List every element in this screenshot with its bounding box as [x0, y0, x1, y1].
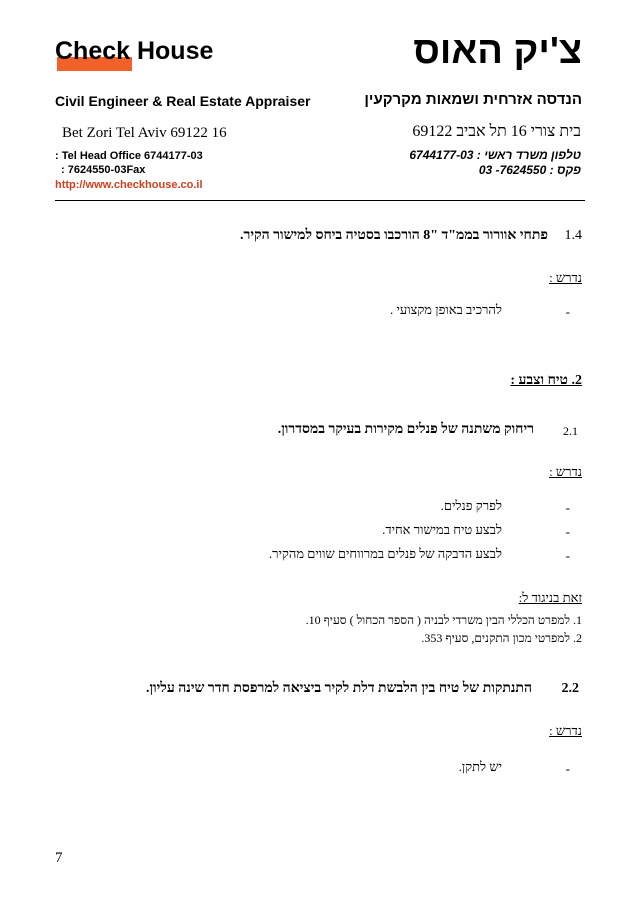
subtitle-english: Civil Engineer & Real Estate Appraiser [55, 93, 311, 109]
phone-hebrew: טלפון משרד ראשי : 6744177-03 [409, 148, 581, 162]
logo-english: Check House [55, 37, 214, 65]
address-english: Bet Zori Tel Aviv 69122 16 [62, 125, 227, 141]
list-item: להרכיב באופן מקצועי . [389, 302, 502, 317]
section-title: התנתקות של טיח בין הלבשת דלת לקיר ביציאה למרפסת חדר שינה עליון. [145, 681, 532, 696]
header-divider [55, 200, 585, 201]
section-number: 2.2 [561, 681, 579, 696]
reference-item: 1. למפרט הכללי הבין משרדי לבניה ( הספר הכחול ) סעיף 10. [305, 613, 582, 627]
section-number: 2.1 [563, 424, 578, 438]
required-label: נדרש : [549, 723, 582, 738]
list-item: לבצע הדבקה של פנלים במרווחים שווים מהקיר. [268, 546, 502, 561]
bullet: - [565, 761, 570, 776]
section-title: פתחי אוורור בממ"ד "8 הורכבו בסטיה ביחס למישור הקיר. [240, 228, 548, 243]
contrary-label: זאת בניגוד ל: [518, 590, 582, 605]
address-hebrew: בית צורי 16 תל אביב 69122 [412, 123, 581, 140]
reference-item: 2. למפרטי מכון התקנים, סעיף 353. [421, 631, 582, 645]
bullet: - [565, 524, 570, 539]
list-item: יש לתקן. [458, 759, 502, 774]
section-number: 1.4 [564, 228, 582, 243]
website-link[interactable]: http://www.checkhouse.co.il [55, 179, 203, 191]
page-number: 7 [55, 850, 63, 866]
subtitle-hebrew: הנדסה אזרחית ושמאות מקרקעין [364, 91, 582, 108]
required-label: נדרש : [549, 464, 582, 479]
list-item: לבצע טיח במישור אחיד. [382, 522, 502, 537]
list-item: לפרק פנלים. [440, 498, 502, 513]
fax-hebrew: פקס : 7624550- 03 [478, 163, 581, 177]
required-label: נדרש : [549, 270, 582, 285]
bullet: - [565, 304, 570, 319]
fax-english: : 7624550-03Fax [61, 164, 146, 176]
bullet: - [565, 500, 570, 515]
logo-hebrew: צ'יק האוס [413, 30, 582, 72]
bullet: - [565, 548, 570, 563]
section-title: ריחוק משתנה של פנלים מקירות בעיקר במסדרון. [277, 422, 534, 437]
phone-english: : Tel Head Office 6744177-03 [55, 150, 203, 162]
section-heading: 2. טיח וצבע : [510, 373, 582, 388]
